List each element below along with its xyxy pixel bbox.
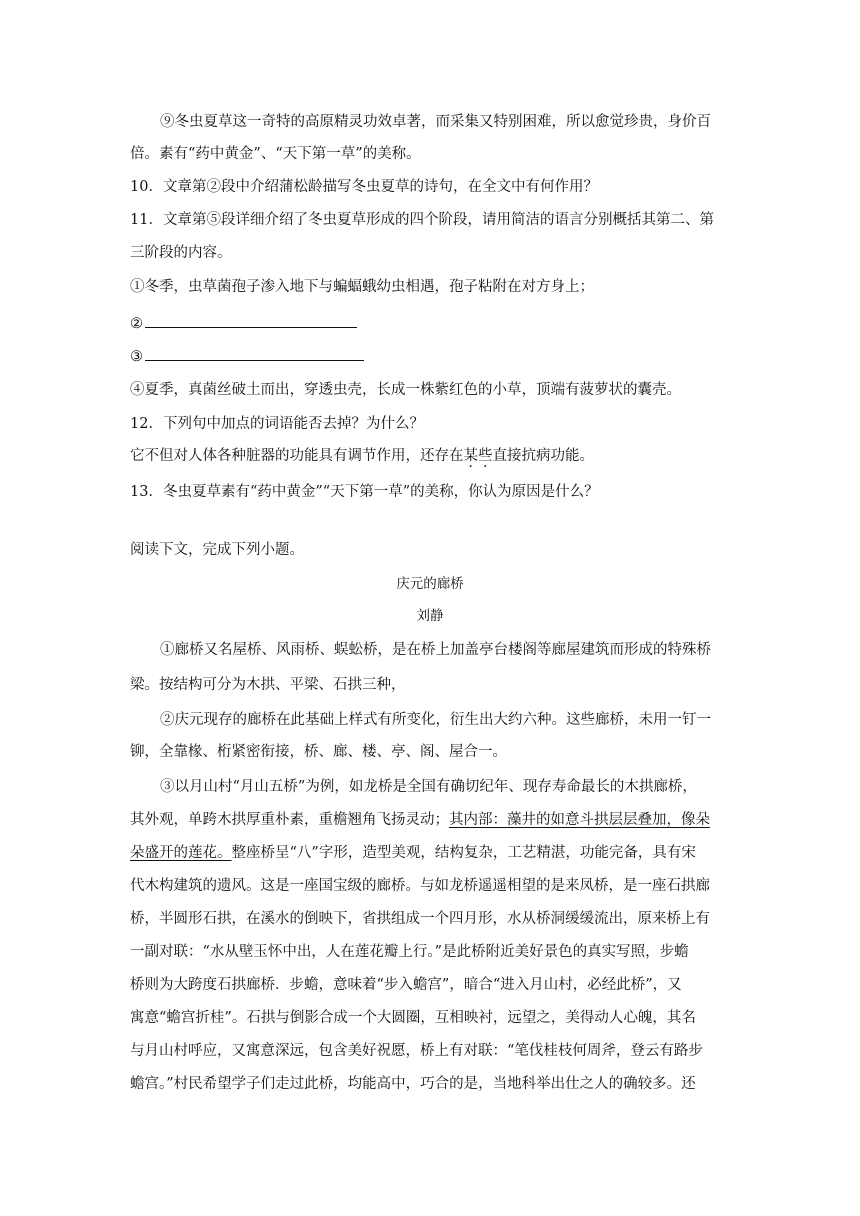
question-11-line-1: 11．文章第⑤段详细介绍了冬虫夏草形成的四个阶段，请用简洁的语言分别概括其第二、第 — [130, 212, 714, 228]
stage-1: ①冬季，虫草菌孢子渗入地下与蝙蝠蛾幼虫相遇，孢子粘附在对方身上； — [130, 279, 594, 295]
p3-line-2-plain: 其外观，单跨木拱厚重朴素，重檐翘角飞扬灵动； — [130, 812, 449, 828]
stage-3-label: ③ — [130, 349, 143, 365]
p3-line-2-underlined: 其内部：藻井的如意斗拱层层叠加，像朵 — [449, 812, 710, 828]
stage-4: ④夏季，真菌丝破土而出，穿透虫壳，长成一株紫红色的小草，顶端有菠萝状的囊壳。 — [130, 382, 681, 398]
question-13: 13．冬虫夏草素有“药中黄金”“天下第一草”的美称，你认为原因是什么？ — [130, 484, 599, 500]
paragraph-3-line-10: 蟾宫。”村民希望学子们走过此桥，均能高中，巧合的是，当地科举出仕之人的确较多。还 — [130, 1076, 696, 1092]
paragraph-2-line-2: 铆，全靠椽、桁紧密衔接，桥、廊、楼、亭、阁、屋合一。 — [130, 744, 507, 760]
paragraph-3-line-5: 桥，半圆形石拱，在溪水的倒映下，省拱组成一个四月形，水从桥洞缓缓流出，原来桥上有 — [130, 911, 710, 927]
article-title: 庆元的廊桥 — [396, 576, 464, 592]
paragraph-3-line-6: 一副对联：“水从壁玉怀中出，人在莲花瓣上行。”是此桥附近美好景色的真实写照，步蟾 — [130, 944, 689, 960]
question-12-sentence — [130, 446, 594, 466]
sentence-before: 它不但对人体各种脏器的功能具有调节作用，还存在 — [130, 448, 464, 464]
dotted-word-2: 些 — [478, 448, 493, 464]
paragraph-1-line-2: 梁。按结构可分为木拱、平梁、石拱三种， — [130, 677, 406, 693]
paragraph-3-line-3 — [130, 843, 696, 863]
paragraph-9-line-1: ⑨冬虫夏草这一奇特的高原精灵功效卓著，而采集又特别困难，所以愈觉珍贵，身价百 — [160, 114, 711, 130]
question-10: 10．文章第②段中介绍蒲松龄描写冬虫夏草的诗句，在全文中有何作用？ — [130, 179, 598, 195]
article-author: 刘静 — [416, 608, 444, 624]
sentence-after: 直接抗病功能。 — [492, 448, 594, 464]
p3-line-3-plain: 整座桥呈“八”字形，造型美观，结构复杂，工艺精湛，功能完备，具有宋 — [231, 845, 696, 861]
p3-line-3-underlined: 朵盛开的莲花。 — [130, 845, 232, 861]
stage-2-answer-blank[interactable] — [145, 313, 357, 328]
paragraph-3-line-4: 代木构建筑的遗风。这是一座国宝级的廊桥。与如龙桥遥遥相望的是来凤桥，是一座石拱廊 — [130, 878, 710, 894]
paragraph-3-line-8: 寓意“蟾宫折桂”。石拱与倒影合成一个大圆圈，互相映衬，远望之，美得动人心魄，其名 — [130, 1010, 696, 1026]
paragraph-2-line-1: ②庆元现存的廊桥在此基础上样式有所变化，衍生出大约六种。这些廊桥，未用一钉一 — [160, 712, 711, 728]
reading-instruction: 阅读下文，完成下列小题。 — [130, 542, 304, 558]
stage-3-answer — [130, 346, 364, 367]
paragraph-3-line-1: ③以月山村“月山五桥”为例，如龙桥是全国有确切纪年、现存寿命最长的木拱廊桥， — [160, 779, 697, 795]
stage-3-answer-blank[interactable] — [145, 346, 364, 361]
question-12: 12．下列句中加点的词语能否去掉？为什么？ — [130, 416, 424, 432]
stage-2-answer — [130, 313, 357, 334]
paragraph-1-line-1: ①廊桥又名屋桥、风雨桥、蜈蚣桥，是在桥上加盖亭台楼阁等廊屋建筑而形成的特殊桥 — [160, 642, 711, 658]
paragraph-3-line-2 — [130, 810, 710, 830]
stage-2-label: ② — [130, 316, 143, 332]
paragraph-9-line-2: 倍。素有“药中黄金”、“天下第一草”的美称。 — [130, 146, 421, 162]
dotted-word-1: 某 — [463, 448, 478, 464]
paragraph-3-line-7: 桥则为大跨度石拱廊桥．步蟾，意味着“步入蟾宫”，暗合“进入月山村，必经此桥”，又 — [130, 977, 682, 993]
question-11-line-2: 三阶段的内容。 — [130, 245, 232, 261]
paragraph-3-line-9: 与月山村呼应，又寓意深远，包含美好祝愿，桥上有对联：“笔伐桂枝何周斧，登云有路步 — [130, 1043, 703, 1059]
